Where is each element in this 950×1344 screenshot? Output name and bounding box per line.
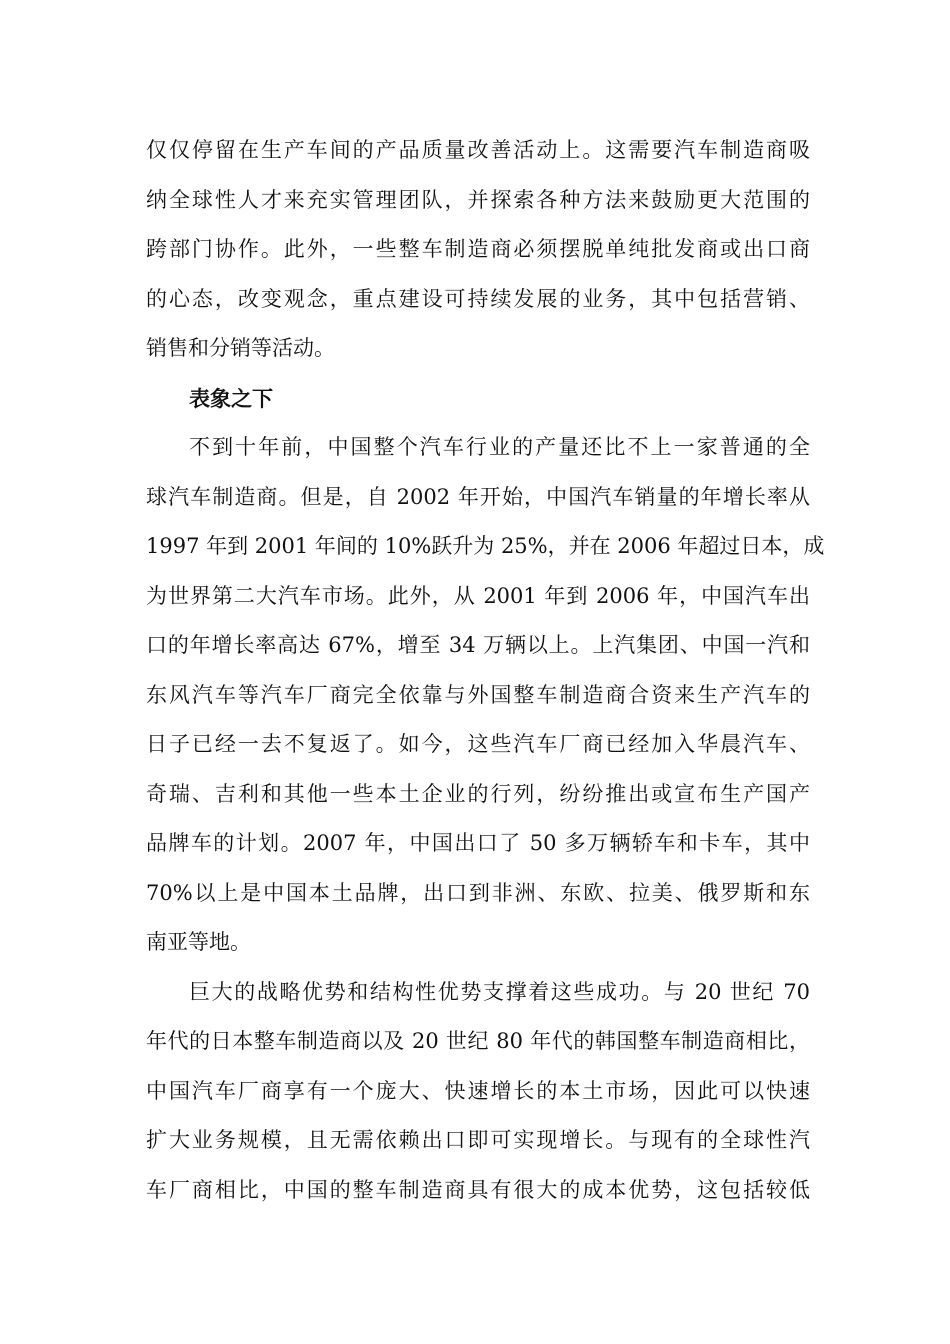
paragraph-3 xyxy=(146,968,810,1216)
text-line: 1997 年到 2001 年间的 10%跃升为 25%，并在 2006 年超过日本，成 xyxy=(146,534,825,558)
section-heading: 表象之下 xyxy=(189,385,273,411)
text-line: 口的年增长率高达 67%，增至 34 万辆以上。上汽集团、中国一汽和 xyxy=(146,633,810,657)
text-line: 不到十年前，中国整个汽车行业的产量还比不上一家普通的全 xyxy=(189,435,810,459)
text-line: 仅仅停留在生产车间的产品质量改善活动上。这需要汽车制造商吸 xyxy=(146,138,810,162)
text-line: 品牌车的计划。2007 年，中国出口了 50 多万辆轿车和卡车，其中 xyxy=(146,831,810,855)
text-line: 奇瑞、吉利和其他一些本土企业的行列，纷纷推出或宣布生产国产 xyxy=(146,781,810,806)
text-line: 扩大业务规模，且无需依赖出口即可实现增长。与现有的全球性汽 xyxy=(146,1128,810,1152)
text-line: 跨部门协作。此外，一些整车制造商必须摆脱单纯批发商或出口商 xyxy=(146,237,810,261)
text-line: 日子已经一去不复返了。如今，这些汽车厂商已经加入华晨汽车、 xyxy=(146,732,810,756)
text-line: 销售和分销等活动。 xyxy=(146,336,335,360)
paragraph-1 xyxy=(146,126,810,374)
text-line: 的心态，改变观念，重点建设可持续发展的业务，其中包括营销、 xyxy=(146,286,810,311)
text-line: 车厂商相比，中国的整车制造商具有很大的成本优势，这包括较低 xyxy=(146,1177,810,1202)
paragraph-2 xyxy=(146,423,825,968)
text-line: 70%以上是中国本土品牌，出口到非洲、东欧、拉美、俄罗斯和东 xyxy=(146,880,810,905)
text-line: 为世界第二大汽车市场。此外，从 2001 年到 2006 年，中国汽车出 xyxy=(146,583,810,608)
text-line: 球汽车制造商。但是，自 2002 年开始，中国汽车销量的年增长率从 xyxy=(146,484,810,509)
text-line: 年代的日本整车制造商以及 20 世纪 80 年代的韩国整车制造商相比， xyxy=(146,1029,810,1053)
document-body xyxy=(146,126,825,1215)
text-line: 东风汽车等汽车厂商完全依靠与外国整车制造商合资来生产汽车的 xyxy=(146,682,810,707)
text-line: 纳全球性人才来充实管理团队，并探索各种方法来鼓励更大范围的 xyxy=(146,187,810,212)
text-line: 中国汽车厂商享有一个庞大、快速增长的本土市场，因此可以快速 xyxy=(146,1078,810,1103)
text-line: 巨大的战略优势和结构性优势支撑着这些成功。与 20 世纪 70 xyxy=(189,979,810,1004)
text-line: 南亚等地。 xyxy=(146,930,251,954)
